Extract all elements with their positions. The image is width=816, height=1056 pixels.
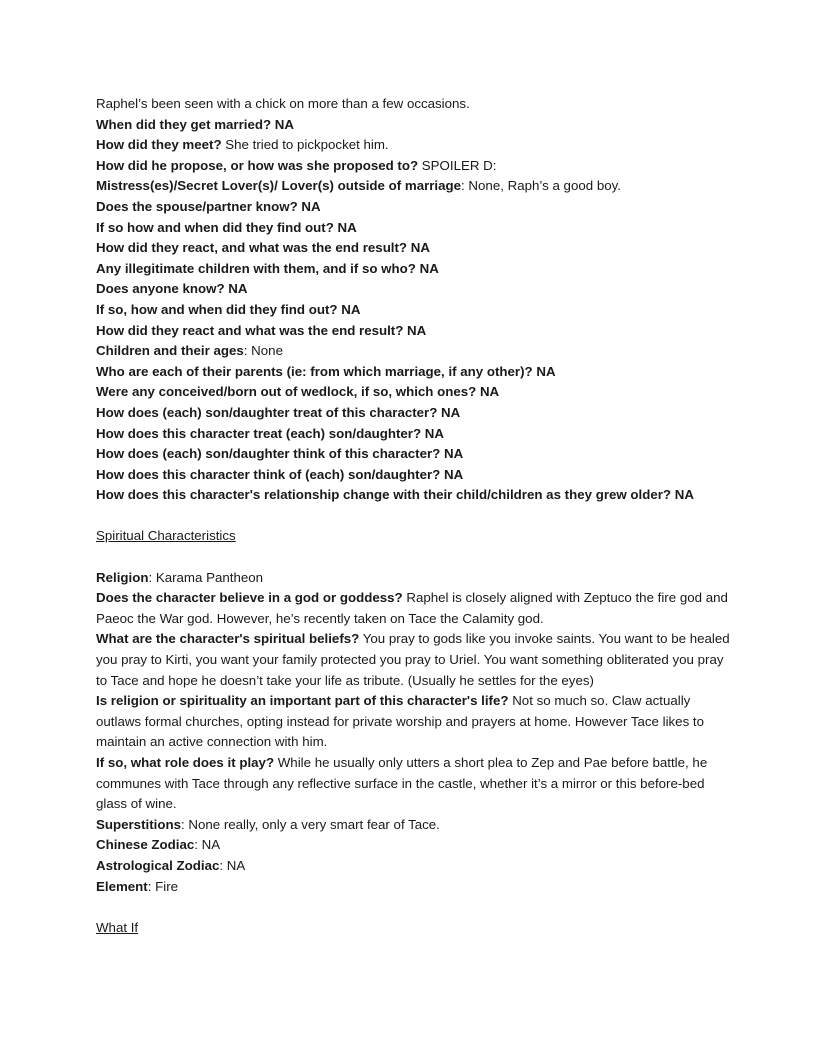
qa-line: [96, 403, 736, 424]
question-label: Does the character believe in a god or goddess?: [96, 590, 403, 606]
marriage-section: [96, 115, 736, 506]
qa-line: [96, 465, 736, 486]
qa-line: [96, 341, 736, 362]
document-page: [96, 94, 736, 938]
spiritual-section: [96, 568, 736, 898]
question-label: Chinese Zodiac: [96, 837, 195, 853]
question-label: Astrological Zodiac: [96, 857, 220, 873]
spacer: [96, 506, 736, 527]
qa-line: [96, 176, 736, 197]
qa-line: [96, 877, 736, 898]
question-label: Were any conceived/born out of wedlock, if so, which ones? NA: [96, 384, 500, 400]
answer-text: : None: [243, 343, 283, 359]
answer-text: She tried to pickpocket him.: [221, 137, 389, 153]
qa-line: [96, 444, 736, 465]
question-label: Is religion or spirituality an important part of this character's life?: [96, 693, 509, 709]
question-label: Mistress(es)/Secret Lover(s)/ Lover(s) outside of marriage: [96, 178, 462, 194]
question-label: How did they meet?: [96, 137, 222, 153]
qa-line: [96, 259, 736, 280]
qa-line: [96, 238, 736, 259]
spacer: [96, 897, 736, 918]
qa-line: [96, 835, 736, 856]
question-label: How did he propose, or how was she proposed to?: [96, 157, 419, 173]
qa-line: [96, 588, 736, 629]
qa-line: [96, 485, 736, 506]
question-label: How did they react, and what was the end result? NA: [96, 240, 430, 256]
what-if-heading: What If: [96, 919, 139, 935]
answer-text: SPOILER D:: [418, 157, 497, 173]
qa-line: [96, 424, 736, 445]
question-label: Children and their ages: [96, 343, 244, 359]
question-label: If so, what role does it play?: [96, 755, 275, 770]
answer-text: : Karama Pantheon: [148, 569, 264, 585]
question-label: Does the spouse/partner know? NA: [96, 198, 321, 214]
answer-text: Not so much so. Claw actually outlaws formal churches, opting instead for private worship and prayers at home. However Tace likes to maintain an active connection with him.: [96, 693, 705, 750]
question-label: How does this character think of (each) son/daughter? NA: [96, 466, 464, 482]
question-label: How did they react and what was the end result? NA: [96, 322, 427, 338]
qa-line: [96, 135, 736, 156]
answer-text: : NA: [194, 837, 221, 853]
spiritual-heading: Spiritual Characteristics: [96, 528, 236, 544]
question-label: Religion: [96, 569, 149, 585]
qa-line: [96, 691, 736, 753]
intro-text: Raphel’s been seen with a chick on more than a few occasions.: [96, 96, 470, 111]
qa-line: [96, 321, 736, 342]
question-label: How does (each) son/daughter treat of this character? NA: [96, 404, 461, 420]
answer-text: You pray to gods like you invoke saints. You want to be healed you pray to Kirti, you want your family protected you pray to Uriel. You want something obliterated you pray to Tace and hope he doesn’t take your life as tribute. (Usually he settles for the eyes): [96, 631, 730, 688]
qa-line: [96, 753, 736, 815]
answer-text: : NA: [219, 857, 246, 873]
qa-line: [96, 115, 736, 136]
qa-line: [96, 300, 736, 321]
question-label: How does this character treat (each) son/daughter? NA: [96, 425, 445, 441]
qa-line: [96, 815, 736, 836]
question-label: When did they get married? NA: [96, 116, 294, 132]
question-label: If so how and when did they find out? NA: [96, 219, 357, 235]
question-label: Does anyone know? NA: [96, 281, 248, 297]
qa-line: [96, 856, 736, 877]
qa-line: [96, 279, 736, 300]
qa-line: [96, 382, 736, 403]
question-label: What are the character's spiritual beliefs?: [96, 631, 360, 647]
question-label: Any illegitimate children with them, and if so who? NA: [96, 260, 439, 276]
qa-line: [96, 629, 736, 691]
answer-text: While he usually only utters a short plea to Zep and Pae before battle, he communes with Tace through any reflective surface in the castle, whether it’s a mirror or this before-bed glass of wine.: [96, 755, 708, 812]
question-label: Element: [96, 878, 148, 894]
qa-line: [96, 362, 736, 383]
answer-text: : Fire: [147, 878, 179, 894]
answer-text: : None really, only a very smart fear of Tace.: [180, 816, 440, 832]
question-label: How does this character's relationship change with their child/children as they grew older? NA: [96, 487, 694, 503]
answer-text: : None, Raph’s a good boy.: [461, 178, 621, 194]
question-label: If so, how and when did they find out? NA: [96, 301, 361, 317]
qa-line: [96, 156, 736, 177]
spacer: [96, 547, 736, 568]
qa-line: [96, 568, 736, 589]
question-label: Who are each of their parents (ie: from which marriage, if any other)? NA: [96, 363, 556, 379]
question-label: How does (each) son/daughter think of this character? NA: [96, 446, 464, 462]
answer-text: Raphel is closely aligned with Zeptuco the fire god and Paeoc the War god. However, he’s recently taken on Tace the Calamity god.: [96, 590, 728, 626]
question-label: Superstitions: [96, 816, 181, 832]
qa-line: [96, 197, 736, 218]
qa-line: [96, 218, 736, 239]
